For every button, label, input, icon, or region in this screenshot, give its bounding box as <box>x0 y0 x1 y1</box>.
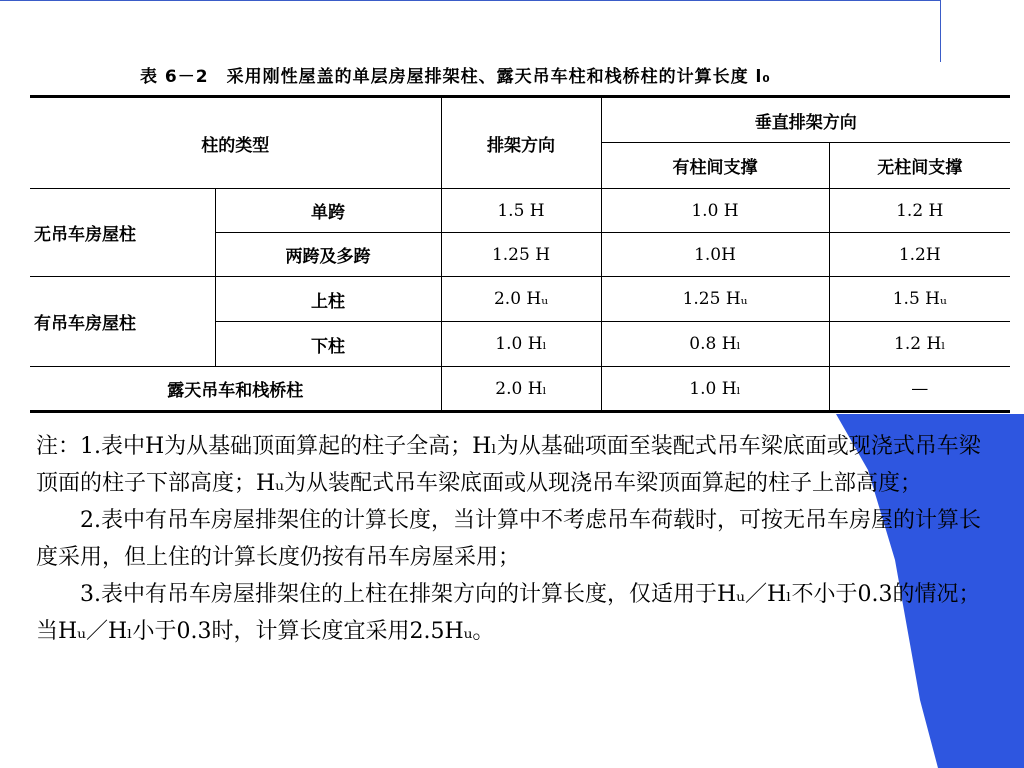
cell-bent-value: 1.5 H <box>441 189 601 233</box>
cell-with-bracing-value: 1.25 Hᵤ <box>601 277 829 322</box>
row-sub-label: 下柱 <box>215 322 441 367</box>
calc-length-table <box>30 95 1010 413</box>
note-3: 3.表中有吊车房屋排架住的上柱在排架方向的计算长度，仅适用于Hᵤ／Hₗ不小于0.3的情况；当Hᵤ／Hₗ小于0.3时，计算长度宜采用2.5Hᵤ。 <box>36 582 981 644</box>
cell-bent-value: 2.0 Hₗ <box>441 367 601 412</box>
header-column-type: 柱的类型 <box>30 97 441 189</box>
row-group-label: 有吊车房屋柱 <box>30 277 215 367</box>
row-group-label: 无吊车房屋柱 <box>30 189 215 277</box>
cell-bent-value: 2.0 Hᵤ <box>441 277 601 322</box>
row-sub-label: 上柱 <box>215 277 441 322</box>
cell-with-bracing-value: 0.8 Hₗ <box>601 322 829 367</box>
header-bent-direction: 排架方向 <box>441 97 601 189</box>
row-sub-label: 两跨及多跨 <box>215 233 441 277</box>
cell-without-bracing-value: 1.2 H <box>829 189 1010 233</box>
header-without-bracing: 无柱间支撑 <box>829 143 1010 189</box>
note-1: 注：1.表中H为从基础顶面算起的柱子全高；Hₗ为从基础项面至装配式吊车梁底面或现浇式吊车梁顶面的柱子下部高度；Hᵤ为从装配式吊车梁底面或从现浇吊车梁顶面算起的柱子上部高度； <box>36 434 981 496</box>
table-caption: 表 6－2 采用刚性屋盖的单层房屋排架柱、露天吊车柱和栈桥柱的计算长度 l₀ <box>140 67 771 87</box>
header-perpendicular-direction: 垂直排架方向 <box>601 97 1010 143</box>
header-with-bracing: 有柱间支撑 <box>601 143 829 189</box>
table-row <box>30 277 1010 322</box>
cell-without-bracing-value: 1.2H <box>829 233 1010 277</box>
cell-with-bracing-value: 1.0 H <box>601 189 829 233</box>
cell-bent-value: 1.25 H <box>441 233 601 277</box>
cell-without-bracing-value: 1.5 Hᵤ <box>829 277 1010 322</box>
cell-with-bracing-value: 1.0 Hₗ <box>601 367 829 412</box>
table-row <box>30 367 1010 412</box>
row-sub-label: 单跨 <box>215 189 441 233</box>
notes-block <box>36 428 991 650</box>
cell-without-bracing-value: — <box>829 367 1010 412</box>
table-row <box>30 189 1010 233</box>
row-group-label: 露天吊车和栈桥柱 <box>30 367 441 412</box>
cell-bent-value: 1.0 Hₗ <box>441 322 601 367</box>
cell-without-bracing-value: 1.2 Hₗ <box>829 322 1010 367</box>
note-2: 2.表中有吊车房屋排架住的计算长度，当计算中不考虑吊车荷载时，可按无吊车房屋的计算长度采用，但上住的计算长度仍按有吊车房屋采用； <box>36 508 981 570</box>
cell-with-bracing-value: 1.0H <box>601 233 829 277</box>
